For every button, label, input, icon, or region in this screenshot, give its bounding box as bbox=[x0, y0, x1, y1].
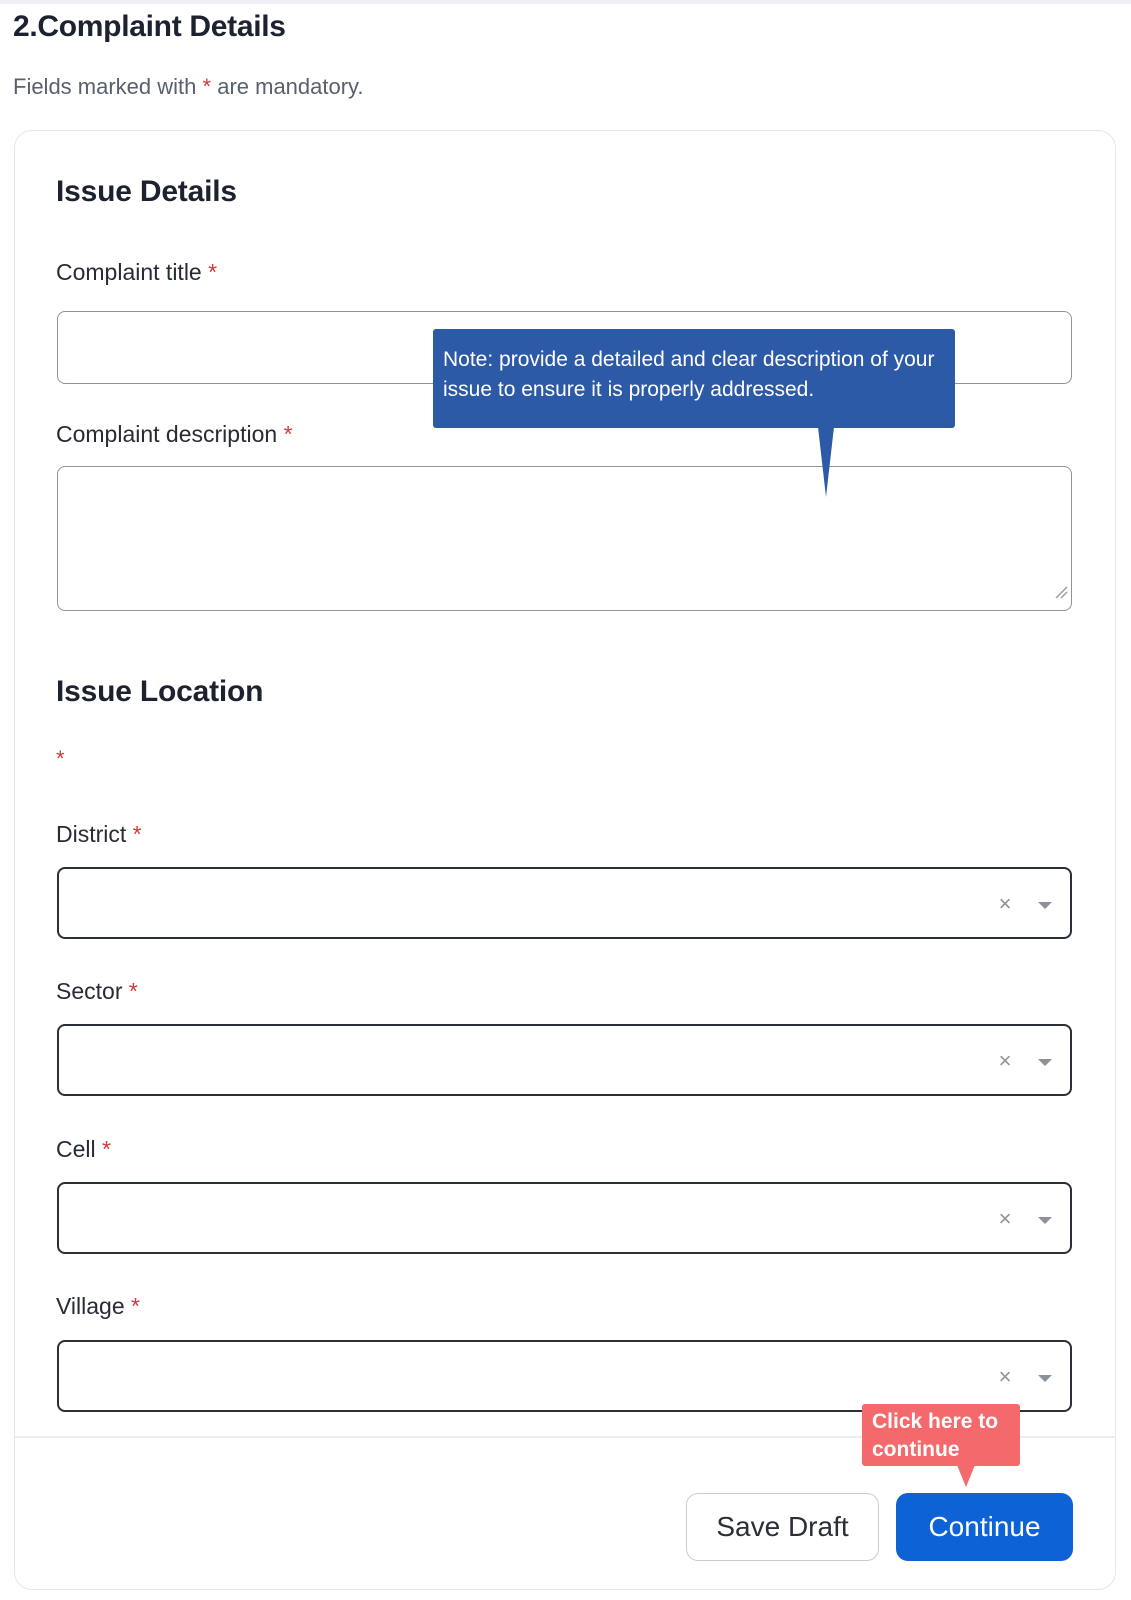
required-marker: * bbox=[102, 1136, 111, 1162]
village-chevron-down-icon[interactable] bbox=[1038, 1375, 1052, 1382]
complaint-description-label-text: Complaint description bbox=[56, 421, 278, 447]
location-required-marker: * bbox=[56, 746, 65, 771]
required-marker: * bbox=[131, 1293, 140, 1319]
complaint-title-label bbox=[56, 259, 217, 286]
mandatory-note-suffix: are mandatory. bbox=[217, 74, 364, 99]
page-title: 2.Complaint Details bbox=[13, 10, 286, 43]
complaint-description-textarea[interactable] bbox=[57, 466, 1072, 611]
continue-button[interactable]: Continue bbox=[896, 1493, 1073, 1561]
district-chevron-down-icon[interactable] bbox=[1038, 902, 1052, 909]
cell-label bbox=[56, 1136, 111, 1163]
cell-chevron-down-icon[interactable] bbox=[1038, 1217, 1052, 1224]
required-marker: * bbox=[128, 978, 138, 1004]
district-clear-icon[interactable]: × bbox=[998, 891, 1012, 916]
district-label bbox=[56, 821, 142, 848]
village-label-text: Village bbox=[56, 1293, 125, 1319]
village-label bbox=[56, 1293, 140, 1320]
cell-label-text: Cell bbox=[56, 1136, 96, 1162]
continue-hint-callout: Click here to continue bbox=[862, 1404, 1020, 1466]
sector-chevron-down-icon[interactable] bbox=[1038, 1059, 1052, 1066]
sector-label bbox=[56, 978, 138, 1005]
village-clear-icon[interactable]: × bbox=[998, 1364, 1012, 1389]
mandatory-note-prefix: Fields marked with bbox=[13, 74, 197, 99]
district-label-text: District bbox=[56, 821, 127, 847]
continue-hint-callout-pointer bbox=[957, 1465, 975, 1487]
description-note-tooltip: Note: provide a detailed and clear description of your issue to ensure it is properly addressed. bbox=[433, 329, 955, 428]
cell-select[interactable] bbox=[57, 1182, 1072, 1254]
save-draft-button[interactable]: Save Draft bbox=[686, 1493, 879, 1561]
top-border bbox=[0, 0, 1131, 4]
mandatory-fields-note bbox=[13, 74, 364, 100]
resize-handle-icon[interactable] bbox=[1054, 585, 1068, 599]
required-marker: * bbox=[208, 259, 218, 285]
sector-clear-icon[interactable]: × bbox=[998, 1048, 1012, 1073]
cell-clear-icon[interactable]: × bbox=[998, 1206, 1012, 1231]
sector-select[interactable] bbox=[57, 1024, 1072, 1096]
complaint-description-label bbox=[56, 421, 293, 448]
mandatory-note-star: * bbox=[202, 74, 212, 99]
issue-details-heading: Issue Details bbox=[56, 175, 237, 208]
complaint-title-label-text: Complaint title bbox=[56, 259, 202, 285]
issue-location-heading: Issue Location bbox=[56, 675, 264, 708]
required-marker: * bbox=[132, 821, 142, 847]
description-note-tooltip-pointer bbox=[818, 427, 834, 497]
sector-label-text: Sector bbox=[56, 978, 123, 1004]
village-select[interactable] bbox=[57, 1340, 1072, 1412]
district-select[interactable] bbox=[57, 867, 1072, 939]
required-marker: * bbox=[283, 421, 293, 447]
